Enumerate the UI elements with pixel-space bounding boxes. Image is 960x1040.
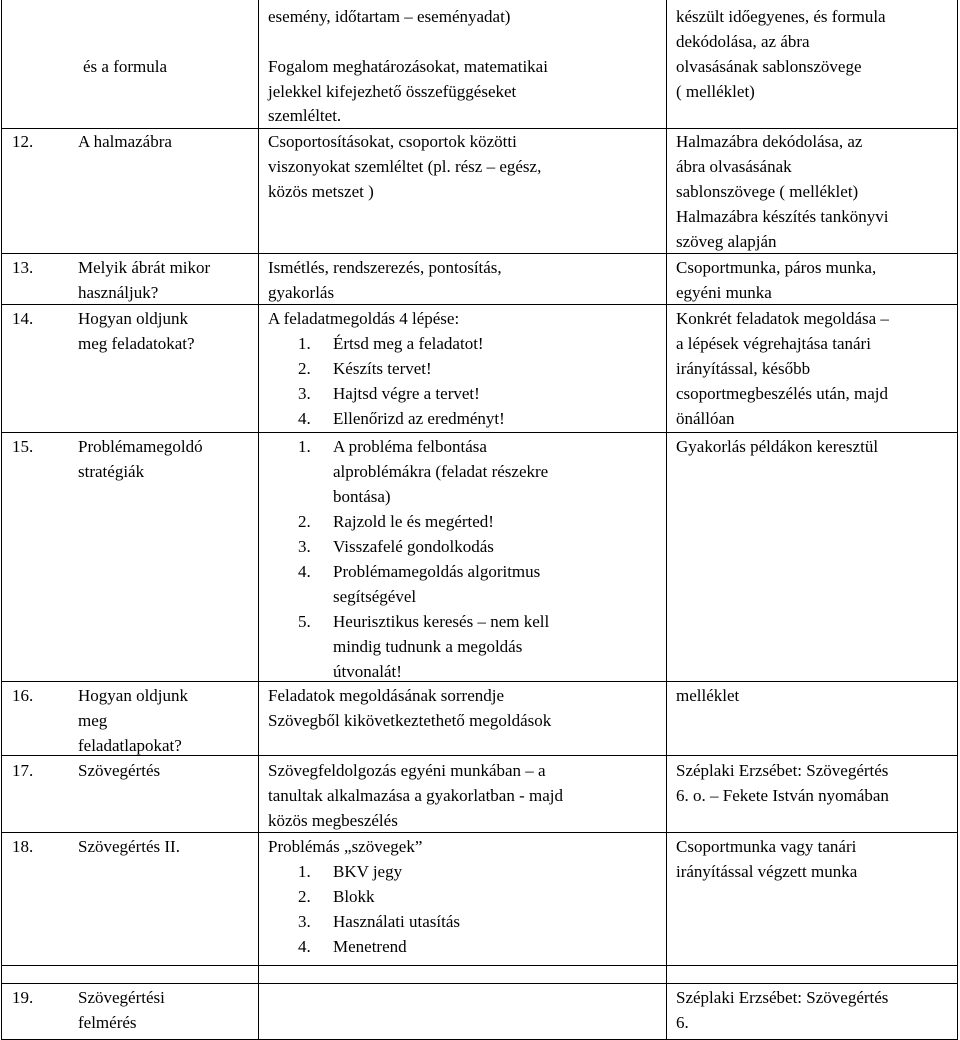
- list-number: 1.: [298, 862, 311, 881]
- method-line: Halmazábra készítés tankönyvi: [676, 207, 889, 226]
- list-number: 2.: [298, 887, 311, 906]
- content-line: Problémás „szövegek”: [268, 837, 423, 856]
- method-line: Széplaki Erzsébet: Szövegértés: [676, 761, 889, 780]
- list-number: 1.: [298, 334, 311, 353]
- topic-title: meg: [78, 711, 108, 730]
- topic-number: 19.: [12, 988, 34, 1007]
- topic-title: Szövegértés: [78, 761, 161, 780]
- row-border: [1, 983, 958, 984]
- topic-number: 14.: [12, 309, 34, 328]
- list-number: 2.: [298, 512, 311, 531]
- content-line: Blokk: [333, 887, 375, 906]
- topic-title: Hogyan oldjunk: [78, 686, 189, 705]
- content-line: jelekkel kifejezhető összefüggéseket: [268, 82, 517, 101]
- topic-title: felmérés: [78, 1013, 137, 1032]
- row-border: [1, 253, 958, 254]
- method-line: készült időegyenes, és formula: [676, 7, 886, 26]
- topic-title: Melyik ábrát mikor: [78, 258, 211, 277]
- topic-title: feladatlapokat?: [78, 736, 182, 755]
- method-line: önállóan: [676, 409, 735, 428]
- content-line: segítségével: [333, 587, 417, 606]
- method-line: csoportmegbeszélés után, majd: [676, 384, 888, 403]
- method-line: a lépések végrehajtása tanári: [676, 334, 871, 353]
- content-line: bontása): [333, 487, 391, 506]
- content-line: Fogalom meghatározásokat, matematikai: [268, 57, 548, 76]
- page-break-border: [1, 965, 958, 966]
- content-line: Értsd meg a feladatot!: [333, 334, 484, 353]
- content-line: esemény, időtartam – eseményadat): [268, 7, 511, 26]
- content-line: Szövegfeldolgozás egyéni munkában – a: [268, 761, 546, 780]
- list-number: 3.: [298, 912, 311, 931]
- content-line: A probléma felbontása: [333, 437, 487, 456]
- method-line: irányítással, később: [676, 359, 811, 378]
- content-line: Problémamegoldás algoritmus: [333, 562, 541, 581]
- content-line: Heurisztikus keresés – nem kell: [333, 612, 550, 631]
- row-border: [1, 128, 958, 129]
- row-border: [1, 681, 958, 682]
- content-line: Szövegből kikövetkeztethető megoldások: [268, 711, 552, 730]
- content-line: közös metszet ): [268, 182, 374, 201]
- method-line: irányítással végzett munka: [676, 862, 858, 881]
- topic-title: A halmazábra: [78, 132, 172, 151]
- topic-title: stratégiák: [78, 462, 145, 481]
- topic-number: 12.: [12, 132, 34, 151]
- content-line: közös megbeszélés: [268, 811, 398, 830]
- method-line: olvasásának sablonszövege: [676, 57, 862, 76]
- method-line: 6.: [676, 1013, 689, 1032]
- list-number: 4.: [298, 409, 311, 428]
- content-line: Rajzold le és megérted!: [333, 512, 494, 531]
- list-number: 2.: [298, 359, 311, 378]
- content-line: tanultak alkalmazása a gyakorlatban - majd: [268, 786, 564, 805]
- method-line: melléklet: [676, 686, 740, 705]
- method-line: szöveg alapján: [676, 232, 777, 251]
- content-line: Ismétlés, rendszerezés, pontosítás,: [268, 258, 502, 277]
- topic-title: használjuk?: [78, 283, 159, 302]
- method-line: ábra olvasásának: [676, 157, 792, 176]
- method-line: Csoportmunka vagy tanári: [676, 837, 857, 856]
- method-line: ( melléklet): [676, 82, 755, 101]
- content-line: viszonyokat szemléltet (pl. rész – egész,: [268, 157, 542, 176]
- method-line: Halmazábra dekódolása, az: [676, 132, 863, 151]
- content-line: szemléltet.: [268, 106, 342, 125]
- topic-title: Problémamegoldó: [78, 437, 203, 456]
- topic-title: Szövegértés II.: [78, 837, 180, 856]
- row-border: [1, 832, 958, 833]
- method-line: sablonszövege ( melléklet): [676, 182, 859, 201]
- method-line: dekódolása, az ábra: [676, 32, 810, 51]
- list-number: 5.: [298, 612, 311, 631]
- topic-number: 16.: [12, 686, 34, 705]
- content-line: BKV jegy: [333, 862, 403, 881]
- method-line: 6. o. – Fekete István nyomában: [676, 786, 889, 805]
- table-border-col1: [258, 0, 259, 1040]
- content-line: Menetrend: [333, 937, 407, 956]
- list-number: 3.: [298, 384, 311, 403]
- topic-number: 13.: [12, 258, 34, 277]
- content-line: Feladatok megoldásának sorrendje: [268, 686, 505, 705]
- list-number: 1.: [298, 437, 311, 456]
- content-line: útvonalát!: [333, 662, 402, 681]
- topic-title: Hogyan oldjunk: [78, 309, 189, 328]
- content-line: Ellenőrizd az eredményt!: [333, 409, 505, 428]
- table-border-right: [957, 0, 958, 1040]
- list-number: 3.: [298, 537, 311, 556]
- table-border-left: [1, 0, 2, 1040]
- method-line: Konkrét feladatok megoldása –: [676, 309, 889, 328]
- content-line: A feladatmegoldás 4 lépése:: [268, 309, 460, 328]
- content-line: Használati utasítás: [333, 912, 460, 931]
- topic-number: 15.: [12, 437, 34, 456]
- topic-number: 17.: [12, 761, 34, 780]
- content-line: alproblémákra (feladat részekre: [333, 462, 549, 481]
- topic-title: Szövegértési: [78, 988, 165, 1007]
- topic-title: és a formula: [83, 57, 168, 76]
- row-border: [1, 432, 958, 433]
- table-border-col2: [666, 0, 667, 1040]
- method-line: egyéni munka: [676, 283, 772, 302]
- method-line: Csoportmunka, páros munka,: [676, 258, 877, 277]
- content-line: Hajtsd végre a tervet!: [333, 384, 480, 403]
- content-line: gyakorlás: [268, 283, 335, 302]
- list-number: 4.: [298, 937, 311, 956]
- list-number: 4.: [298, 562, 311, 581]
- content-line: mindig tudnunk a megoldás: [333, 637, 523, 656]
- method-line: Széplaki Erzsébet: Szövegértés: [676, 988, 889, 1007]
- content-line: Készíts tervet!: [333, 359, 432, 378]
- content-line: Csoportosításokat, csoportok közötti: [268, 132, 517, 151]
- content-line: Visszafelé gondolkodás: [333, 537, 494, 556]
- topic-title: meg feladatokat?: [78, 334, 195, 353]
- topic-number: 18.: [12, 837, 34, 856]
- method-line: Gyakorlás példákon keresztül: [676, 437, 879, 456]
